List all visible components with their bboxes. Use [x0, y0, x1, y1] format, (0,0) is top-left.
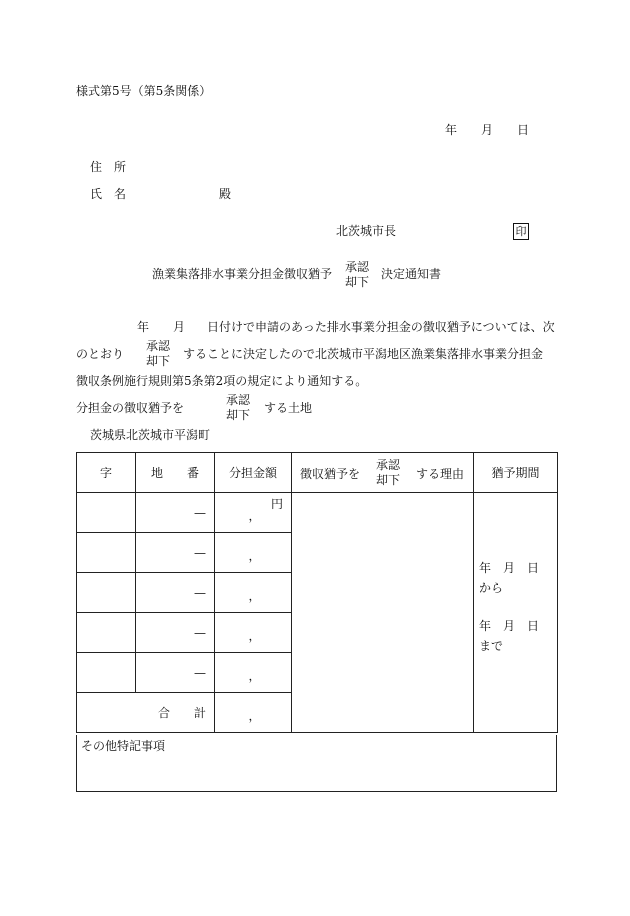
chiban-cell[interactable]: —: [136, 493, 215, 533]
amount-cell[interactable]: [215, 573, 292, 613]
amount-separator: ，: [248, 509, 261, 523]
land-table: [76, 452, 558, 733]
table-header-row: [77, 453, 558, 493]
header-chiban: 地 番: [136, 453, 215, 493]
header-reason-option-stack: [376, 458, 400, 488]
period-cell[interactable]: [474, 493, 558, 733]
period-from-date: 年 月 日: [479, 561, 540, 575]
land-suffix: する土地: [264, 401, 313, 415]
issuer-title: 北茨城市長: [336, 224, 397, 238]
body-year: 年: [137, 320, 150, 334]
title-option-reject: 却下: [345, 275, 370, 289]
chiban-cell[interactable]: —: [136, 533, 215, 573]
land-option-stack: [226, 393, 250, 423]
body-option-stack: [146, 339, 170, 369]
date-year: 年: [445, 123, 458, 137]
aza-cell[interactable]: [77, 493, 136, 533]
amount-cell[interactable]: [215, 653, 292, 693]
honorific: 殿: [219, 187, 232, 201]
header-reason-approve: 承認: [376, 458, 401, 472]
body-month: 月: [173, 320, 186, 334]
total-label: 合 計: [77, 693, 215, 733]
name-label: 氏 名: [90, 187, 127, 201]
aza-cell[interactable]: [77, 613, 136, 653]
chiban-cell[interactable]: —: [136, 613, 215, 653]
address-label: 住 所: [90, 160, 127, 174]
document-title-prefix: 漁業集落排水事業分担金徴収猶予: [152, 267, 333, 281]
header-reason-prefix: 徴収猶予を: [300, 467, 361, 481]
land-option-approve: 承認: [226, 393, 251, 407]
period-to-label: まで: [479, 639, 504, 653]
land-prefix: 分担金の徴収猶予を: [76, 401, 185, 415]
land-location: 茨城県北茨城市平潟町: [90, 428, 211, 442]
seal-icon: 印: [513, 223, 529, 240]
yen-unit: 円: [270, 497, 283, 511]
date-day: 日: [517, 123, 530, 137]
remarks-label: その他特記事項: [81, 739, 166, 753]
chiban-cell[interactable]: —: [136, 653, 215, 693]
header-reason: [292, 453, 474, 493]
total-amount-cell[interactable]: [215, 693, 292, 733]
header-period: 猶予期間: [474, 453, 558, 493]
body-option-approve: 承認: [146, 339, 171, 353]
aza-cell[interactable]: [77, 533, 136, 573]
title-option-approve: 承認: [345, 260, 370, 274]
period-from-label: から: [479, 581, 504, 595]
amount-cell[interactable]: [215, 493, 292, 533]
aza-cell[interactable]: [77, 573, 136, 613]
table-row: [77, 493, 558, 533]
date-month: 月: [481, 123, 494, 137]
aza-cell[interactable]: [77, 653, 136, 693]
period-to-date: 年 月 日: [479, 619, 540, 633]
title-option-stack: [345, 260, 369, 290]
form-number: 様式第5号（第5条関係）: [76, 84, 212, 98]
amount-separator: ，: [248, 589, 261, 603]
amount-cell[interactable]: [215, 613, 292, 653]
document-title-suffix: 決定通知書: [381, 267, 442, 281]
remarks-box[interactable]: [76, 735, 557, 792]
body-line-1: 日付けで申請のあった排水事業分担金の徴収猶予については、次: [207, 320, 555, 334]
header-aza: 字: [77, 453, 136, 493]
amount-separator: ，: [248, 669, 261, 683]
amount-cell[interactable]: [215, 533, 292, 573]
reason-cell[interactable]: [292, 493, 474, 733]
body-line-2-end: することに決定したので北茨城市平潟地区漁業集落排水事業分担金: [183, 347, 544, 361]
body-option-reject: 却下: [146, 354, 171, 368]
body-line-2-start: のとおり: [76, 347, 125, 361]
amount-separator: ，: [248, 629, 261, 643]
amount-separator: ，: [248, 709, 261, 723]
land-option-reject: 却下: [226, 408, 251, 422]
amount-separator: ，: [248, 549, 261, 563]
header-reason-reject: 却下: [376, 473, 401, 487]
header-reason-suffix: する理由: [416, 467, 465, 481]
body-line-3: 徴収条例施行規則第5条第2項の規定により通知する。: [76, 374, 368, 388]
chiban-cell[interactable]: —: [136, 573, 215, 613]
header-amount: 分担金額: [215, 453, 292, 493]
